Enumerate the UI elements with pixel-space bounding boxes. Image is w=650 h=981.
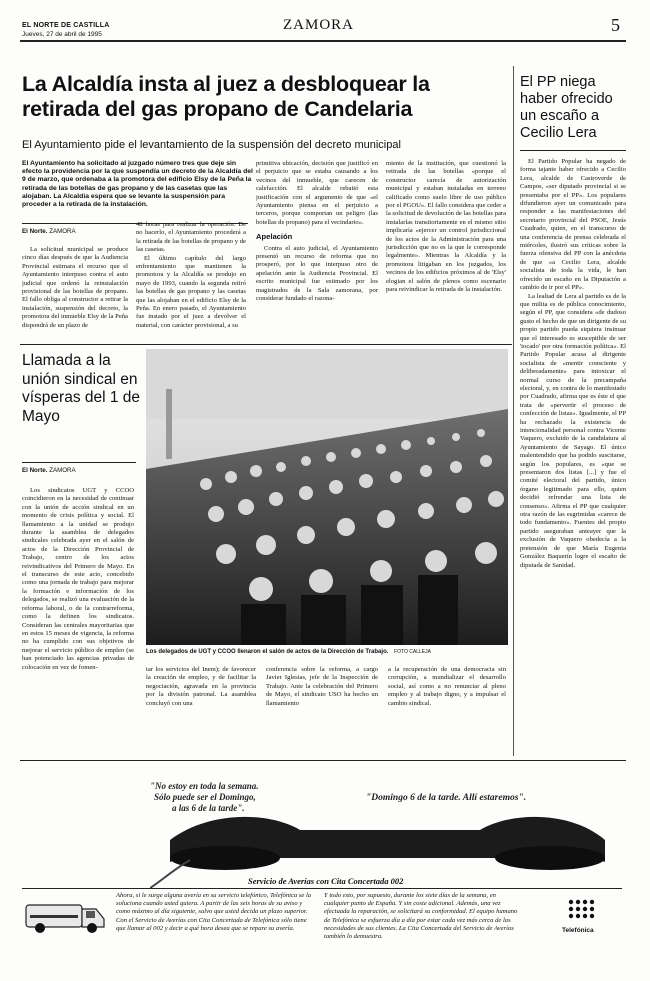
paragraph: El Partido Popular ha negado de forma tajante haber ofrecido a Cecilio Lera, alcalde de Castroverde de Campos, «ser diputado provincial si se presentaba por el PP». Los populares difundieron ayer un comunicado para responder a las manifestaciones del secretario provincial del PSOE, Jesús Cuadrado, quien, en el transcurso de una conferencia de prensa celebrada el miércoles, ilustró sus críticas sobre la fuerza ofensiva del PP con la anécdota de que «a Cecilio Lera, alcalde socialista de toda la vida, le han ofrecido un escaño en la Diputación a cambio de ir por el PP». [520, 158, 626, 292]
paragraph: conferencia sobre la reforma, a cargo Javier Iglesias, jefe de la Inspección de Trabajo. Ante la celebración del Primero de Mayo, el sindicato USO ha hecho un llamamiento [266, 666, 378, 707]
page-number: 5 [611, 15, 620, 35]
paragraph: a la recuperación de una democracia sin corrupción, a mundializar el desarrollo social, así como a no renunciar al pleno empleo y al trabajo digno, y a impulsar el cambio sindical. [388, 666, 506, 707]
paragraph: tar los servicios del Inem); de favorecer la creación de empleo, y de facilitar la negociación, agravada en la provincia por la división patronal. La asamblea concluyó con una [146, 666, 256, 707]
main-col-2 [136, 221, 246, 338]
union-headline: Llamada a la unión sindical en vísperas del 1 de Mayo [22, 352, 141, 425]
paragraph: 48 horas para realizar la operación. De no hacerlo, el Ayuntamiento procederá a la retirada de las botellas de propano y de las casetas. [136, 221, 246, 254]
ad-tagline-right: "Domingo 6 de la tarde. Allí estaremos". [366, 793, 527, 803]
paragraph: Los sindicatos UGT y CCOO coincidieron en la necesidad de continuar con la unión de acción sindical en un momento de crisis política y social. El llamamiento a la unidad se produjo durante la asamblea de delegados sindicales celebrada ayer en el salón de actos de la Dirección Provincial de Trabajo, centro de los actos reivindicativos del Primero de Mayo. En el transcurso de este acto, concebido como una jornada de trabajo para mejorar la formación e información de los delegados, se realizó una evaluación de la reforma laboral, o de la contrarreforma, como la definen los sindicatos. Consideran las centrales mayoritarias que en estos 15 meses de vigencia, la reforma no ha cumplido con sus objetivos de mejorar el servicio público de empleo (se han potenciado las agencias privadas de colocación en vez de fomen- [22, 487, 134, 671]
repair-van-icon [22, 897, 110, 937]
ad-body-left: Ahora, si le surge alguna avería en su servicio telefónico, Telefónica se la soluciona cuando usted quiera. A partir de las seis horas de su aviso y como máximo al día siguiente, salvo que usted decida un plazo superior. Con el Servicio de Averías con Cita Concertada de Telefónica sólo tiene que llamar al 002 y decir a qué hora desea que se repare su avería. [116, 892, 312, 932]
paragraph: miento de la institución, que cuestionó la retirada de las botellas «porque el constructor carecía de autorización municipal y estaban instaladas en terreno calificado como suelo libre de uso público por el PGOU». El fallo considera que ceder a la solicitud de devolución de las botellas para instalarlas transitoriamente en el mismo sitio implicaría «ejercer un control jurisdiccional de los actos de la Administración para una jurisdicción que no es la que le corresponde legalmente». Mientras la Alcaldía y la promotora litigaban en los juzgados, los vecinos de los edificios próximos al de 'Elsy' elogian el salón de plenos como escenario para reivindicar la retirada de la instalación. [386, 160, 506, 294]
side-headline: El PP niega haber ofrecido un escaño a Cecilio Lera [520, 74, 613, 141]
ad-body-right: Y todo esto, por supuesto, durante los siete días de la semana, en cualquier punto de España. Y sin coste adicional. Además, una vez efectuada la reparación, se solicitará su conformidad. El equipo humano de Telefónica se esfuerza día a día por estar cada vez más cerca de las necesidades de sus clientes. La Cita Concertada del Servicio de Averías también lo demuestra. [324, 892, 518, 941]
ad-service-title: Servicio de Averías con Cita Concertada 002 [244, 876, 407, 886]
byline-place: ZAMORA [49, 228, 76, 235]
main-lead: El Ayuntamiento ha solicitado al juzgado número tres que deje sin efecto la providencia por la que suspendía un decreto de la Alcaldía del 9 de marzo, que ordenaba a la promotora del edificio Elsy de la Peña la retirada de las botellas de gas propano y de las casetas que las alojaban. La Alcaldía espera que se levante la suspensión para proceder a la retirada de la instalación. [22, 160, 253, 209]
photo-caption [146, 649, 508, 655]
main-byline [22, 228, 76, 235]
tagline-line: Sólo puede ser el Domingo, [154, 792, 256, 802]
ad-top-rule [20, 760, 626, 761]
byline-source: El Norte. [22, 467, 48, 474]
issue-date: Jueves, 27 de abril de 1995 [22, 31, 102, 38]
paragraph: El último capítulo del largo enfrentamiento que mantienen la promotora y la Alcaldía se produjo en mayo de 1993, cuando la segunda retiró las botellas de gas propano y las casetas que las alojaban en el edificio Elsy de la Peña. En enero pasado, el Ayuntamiento fue instado por el juez a devolver el material, con carácter provisional, a su [136, 254, 246, 329]
main-col-3 [256, 160, 378, 338]
section-rule [20, 344, 512, 345]
side-rule [520, 150, 626, 151]
tagline-line: a las 6 de la tarde". [172, 803, 245, 813]
paragraph: La lealtad de Lera al partido es de la que milita es de pública conocimiento, según el PP, que considera «de dudoso gusto el hecho de que un dirigente de su propio partido pueda siquiera insinuar que el interesado es susceptible de ser 'tocado' por otra formación política». El Partido Popular acusa al dirigente socialista de «mentir consciente y deliberadamente» para intoxicar el normal curso de la precampaña electoral, y, en contra de lo manifestado por Cuadrado, afirma que es éste el que trata de «pervertir el proceso de confección de listas». Igualmente, el PP ha rechazado la existencia de intencionalidad personal contra Vicente Vaquero, excluido de la candidatura al Ayuntamiento de Sayago. El único malentendido que ha podido suscitarse, según los populares, es «que se presentaron dos listas [...] y fue el comité electoral del partido, único órgano legitimado para ello, quien decidió refrendar una lista de consenso». Afirma el PP que cualquier otra razón de las esgrimidas «carece de todo fundamento». Fuentes del propio partido aseguraban anteayer que la exclusión de Vaquero obedecía a la pretensión de que María Eugenia González Baquerín logre el escaño de diputada de Sanidad. [520, 292, 626, 569]
newspaper-name: EL NORTE DE CASTILLA [22, 22, 110, 29]
side-col [520, 158, 626, 756]
ad-mid-rule [22, 888, 622, 889]
main-col-1 [22, 246, 128, 338]
telefonica-logo-icon [566, 898, 600, 926]
union-col-1 [22, 487, 134, 752]
subhead-apelacion: Apelación [256, 232, 293, 242]
byline-place: ZAMORA [49, 467, 76, 474]
header-rule [20, 40, 626, 42]
audience-photo-illustration [146, 349, 508, 645]
paragraph: primitiva ubicación, decisión que justificó en el perjuicio que se estaba causando a los vecinos del inmueble, que carecen de calefacción. El alcalde rebatió esta justificación con el argumento de que «el Ayuntamiento piensa en el perjuicio a terceros, porque comportan un peligro (las botellas de propano) para el vecindario». [256, 160, 378, 226]
byline-source: El Norte. [22, 228, 48, 235]
union-col-4 [388, 666, 506, 752]
union-col-2 [146, 666, 256, 752]
tagline-line: "No estoy en toda la semana. [150, 781, 259, 791]
column-divider [513, 66, 514, 756]
photo-credit: FOTO CALLEJA [394, 649, 431, 655]
paragraph: La solicitud municipal se produce cinco días después de que la Audiencia Provincial estimara el recurso que el Ayuntamiento interpuso contra el auto judicial que ordenó la reinstalación provisional de las botellas de propano. El fallo obliga al constructor a retirar la instalación, suspensión del decreto, la promotora del inmueble Elsy de la Peña dispondrá de un plazo de [22, 246, 128, 329]
union-byline [22, 467, 76, 474]
telefonica-brand: Telefónica [562, 927, 594, 934]
main-headline: La Alcaldía insta al juez a desbloquear la retirada del gas propano de Candelaria [22, 72, 430, 121]
section-title: ZAMORA [283, 17, 355, 33]
union-rule [22, 462, 136, 463]
main-col-4 [386, 160, 506, 338]
caption-text: Los delegados de UGT y CCOO llenaron el salón de actos de la Dirección de Trabajo. [146, 649, 389, 655]
assembly-photo [146, 349, 508, 645]
main-subheadline: El Ayuntamiento pide el levantamiento de la suspensión del decreto municipal [22, 139, 401, 151]
paragraph: Contra el auto judicial, el Ayuntamiento presentó un recurso de reforma que no prosperó, por lo que interpuso otro de apelación ante la Audiencia Provincial. El escrito municipal fue estimado por los magistrados de la Sala zamorana, por considerar fundado el razona- [256, 244, 378, 303]
union-col-3 [266, 666, 378, 752]
